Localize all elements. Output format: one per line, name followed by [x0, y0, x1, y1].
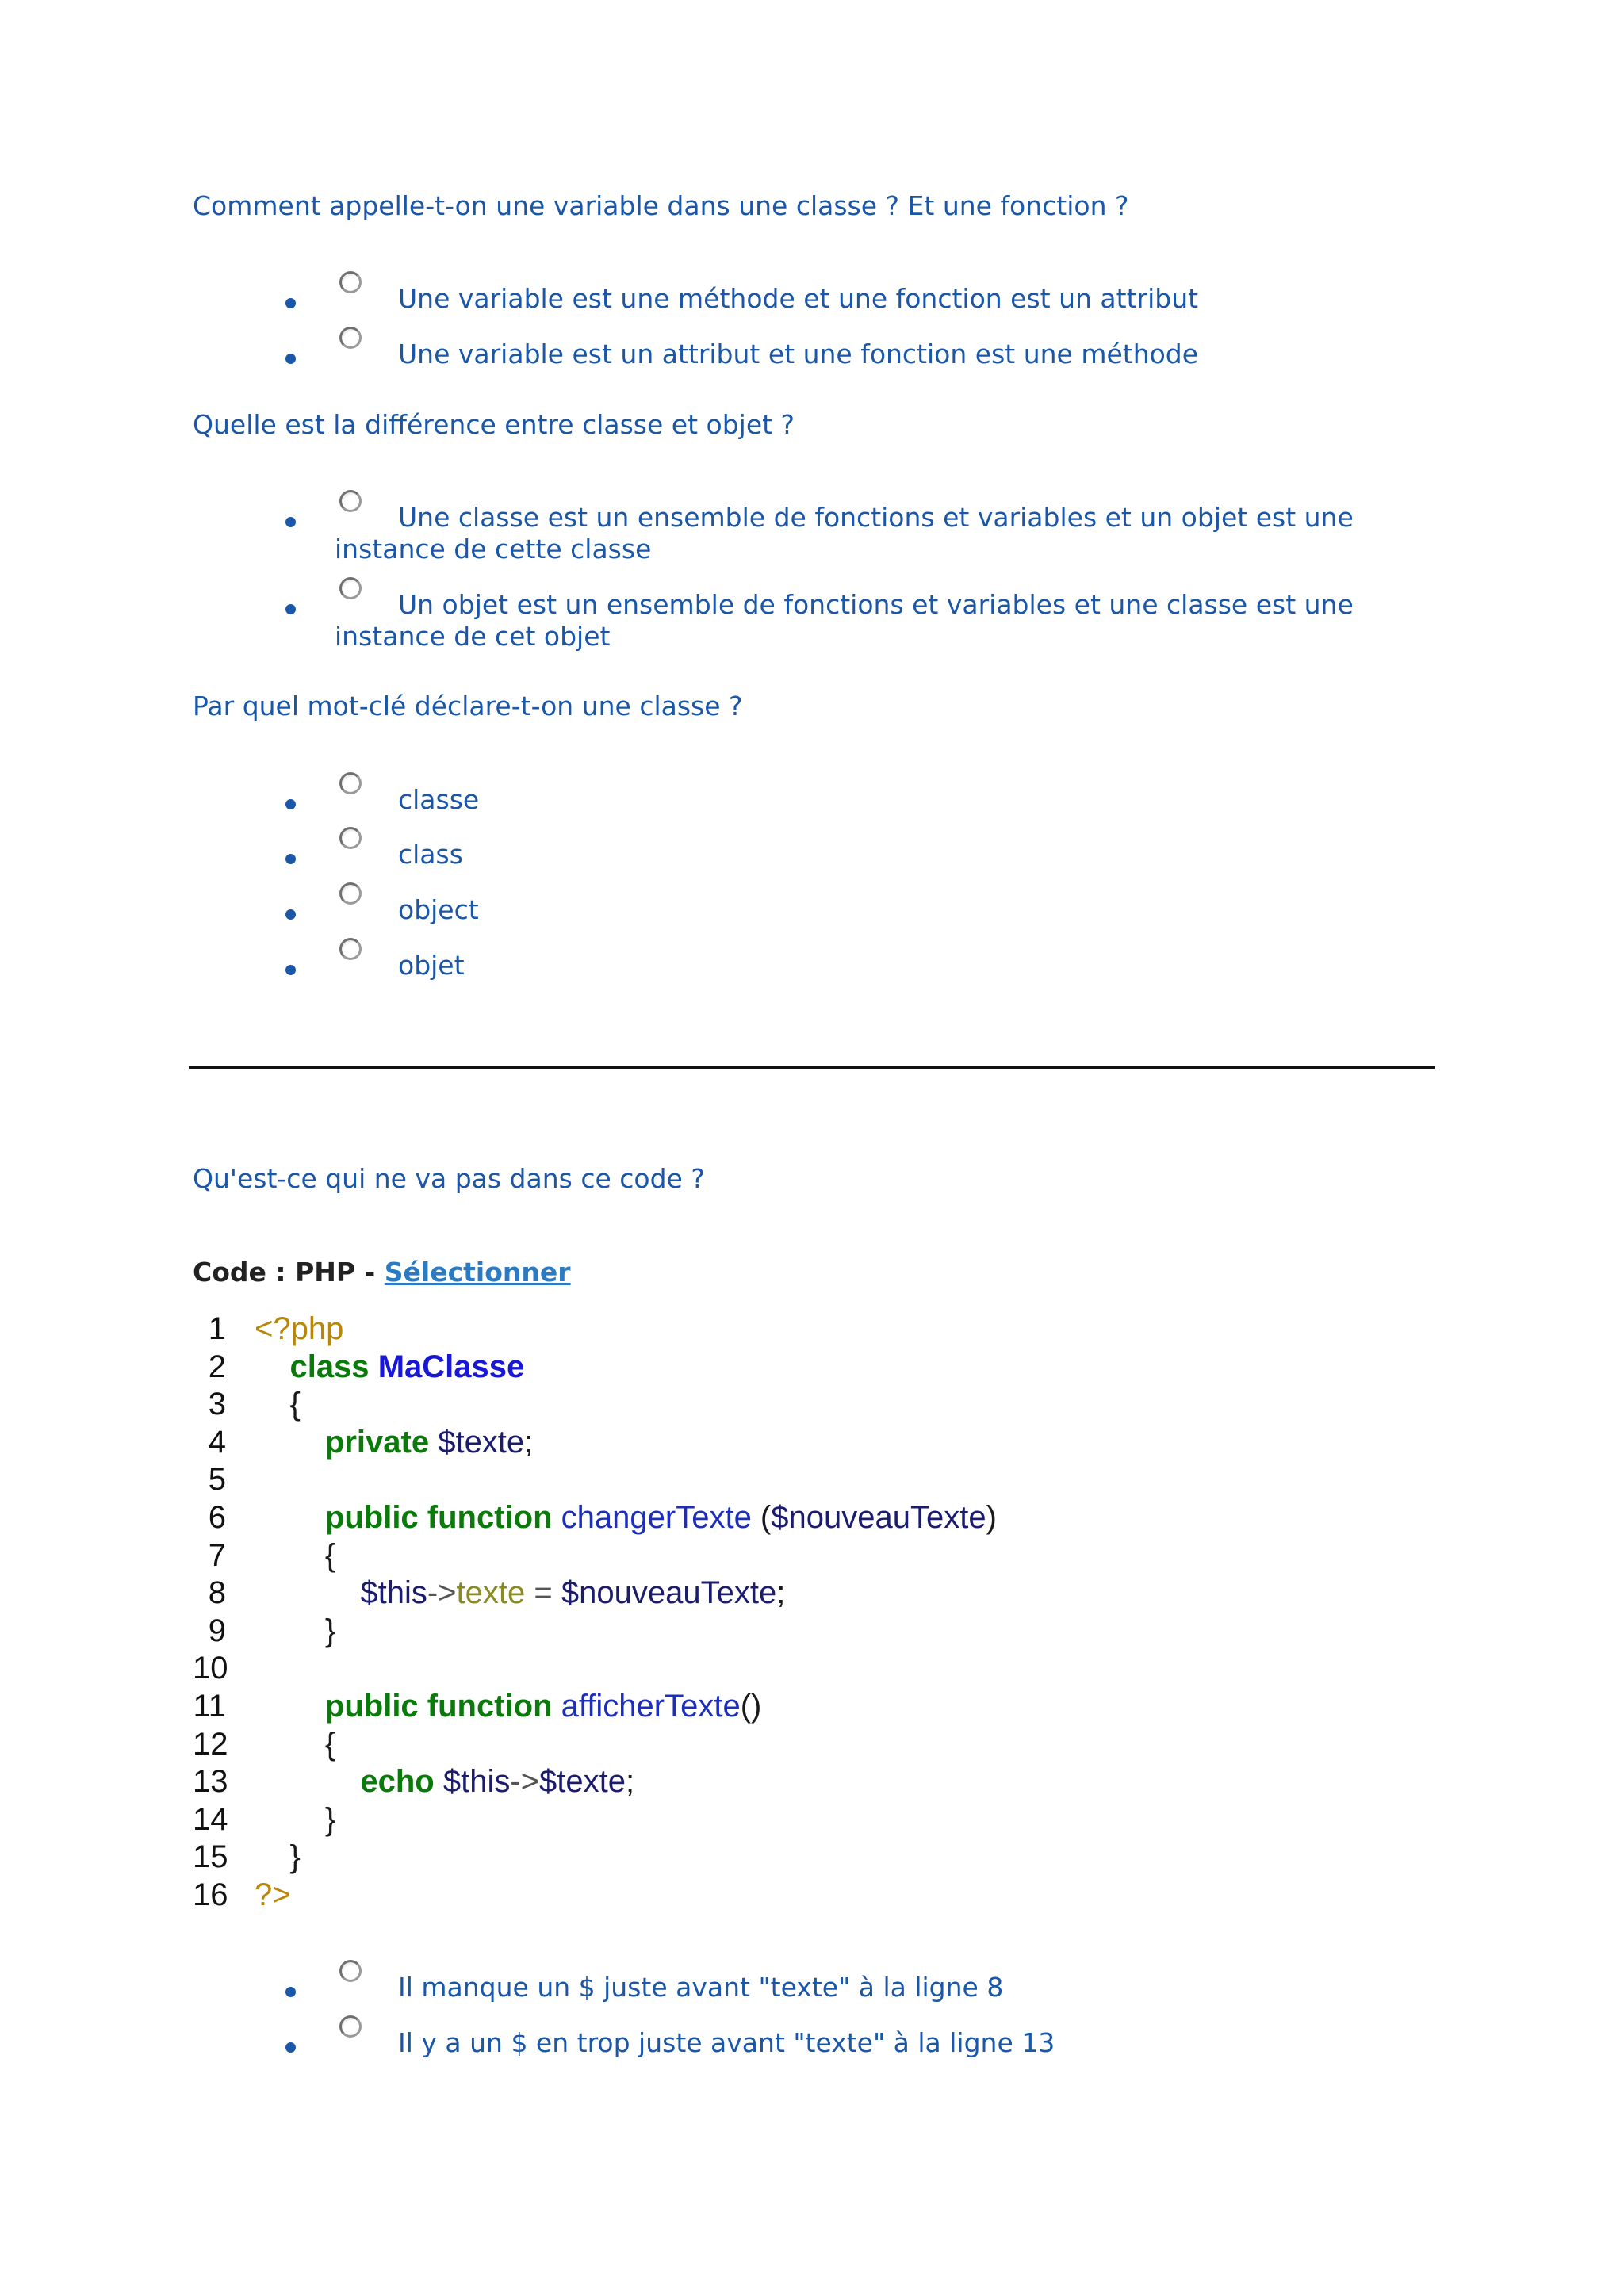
code-text: [255, 1575, 785, 1613]
code-token: (: [751, 1499, 772, 1535]
line-number: 14: [193, 1801, 228, 1837]
code-token: [370, 1349, 378, 1384]
code-token: {: [255, 1726, 336, 1762]
line-number: 10: [193, 1651, 228, 1686]
code-token: [553, 1689, 561, 1724]
code-token: <?php: [255, 1311, 344, 1346]
q2-option-2-label: Un objet est un ensemble de fonctions et variables et une classe est une instance de cet objet: [335, 589, 1354, 652]
line-number: 2: [208, 1349, 226, 1384]
code-token: [255, 1764, 360, 1799]
code-token: [255, 1425, 325, 1460]
line-number: 9: [208, 1613, 226, 1648]
code-token: private: [324, 1424, 430, 1460]
code-token: }: [255, 1839, 301, 1875]
code-token: class: [289, 1349, 370, 1384]
bullet-icon: [285, 1987, 296, 1997]
line-number: 3: [208, 1387, 226, 1422]
bullet-icon: [285, 2042, 296, 2053]
bullet-icon: [285, 298, 296, 308]
code-text: [255, 1499, 997, 1537]
code-token: MaClasse: [377, 1349, 525, 1384]
code-text: [255, 1801, 335, 1839]
q2-option-1-label: Une classe est un ensemble de fonctions et variables et un objet est une instance de cette classe: [335, 502, 1354, 564]
code-token: $this: [442, 1764, 511, 1800]
line-number: 7: [208, 1537, 226, 1573]
q3-option-2-label: class: [398, 839, 463, 870]
bullet-icon: [285, 799, 296, 809]
code-text: [255, 1877, 291, 1915]
q1-option-2-label: Une variable est un attribut et une fonction est une méthode: [398, 339, 1199, 369]
code-language-label: Code : PHP -: [193, 1257, 385, 1288]
q3-option-1-label: classe: [398, 784, 480, 815]
code-token: ->: [427, 1575, 457, 1611]
code-text: [255, 1613, 335, 1651]
question-2-text: Quelle est la différence entre classe et objet ?: [193, 409, 795, 440]
code-token: {: [255, 1387, 301, 1422]
line-number: 4: [208, 1424, 226, 1460]
code-token: =: [525, 1575, 561, 1611]
code-token: ;: [524, 1424, 534, 1460]
code-text: [255, 1763, 634, 1801]
q4-option-1-label: Il manque un $ juste avant "texte" à la ligne 8: [398, 1972, 1004, 2003]
question-4-text: Qu'est-ce qui ne va pas dans ce code ?: [193, 1163, 705, 1194]
line-number: 15: [193, 1839, 228, 1875]
code-text: [255, 1349, 524, 1387]
code-token: [255, 1500, 325, 1535]
q4-option-2-label: Il y a un $ en trop juste avant "texte" à la ligne 13: [398, 2027, 1055, 2058]
code-text: [255, 1839, 301, 1877]
bullet-icon: [285, 909, 296, 920]
code-text: [255, 1726, 335, 1764]
bullet-icon: [285, 854, 296, 864]
line-number: 8: [208, 1575, 226, 1611]
code-text: [255, 1537, 335, 1575]
q1-option-1-label: Une variable est une méthode et une fonction est un attribut: [398, 283, 1199, 314]
code-text: [255, 1688, 761, 1726]
line-number: 13: [193, 1764, 228, 1800]
code-token: }: [255, 1801, 336, 1837]
code-token: public function: [324, 1499, 553, 1535]
line-number: 1: [208, 1311, 226, 1346]
code-token: [255, 1575, 360, 1610]
question-3-text: Par quel mot-clé déclare-t-on une classe ?: [193, 691, 743, 721]
select-code-link[interactable]: Sélectionner: [384, 1257, 571, 1288]
q3-option-3-label: object: [398, 894, 479, 925]
code-token: (): [740, 1688, 762, 1724]
code-token: changerTexte: [561, 1499, 752, 1535]
code-token: ;: [626, 1764, 635, 1800]
code-token: ): [986, 1499, 997, 1535]
code-token: $texte: [539, 1764, 626, 1800]
code-token: afficherTexte: [561, 1688, 741, 1724]
code-token: ->: [510, 1764, 540, 1800]
code-token: $texte: [438, 1424, 525, 1460]
code-token: }: [255, 1613, 336, 1648]
line-number: 5: [208, 1462, 226, 1498]
code-token: [429, 1425, 438, 1460]
bullet-icon: [285, 604, 296, 614]
code-token: echo: [360, 1764, 435, 1800]
code-token: [553, 1500, 561, 1535]
code-token: {: [255, 1537, 336, 1573]
bullet-icon: [285, 354, 296, 364]
line-number: 6: [208, 1499, 226, 1535]
code-text: [255, 1386, 301, 1424]
code-token: [435, 1764, 443, 1799]
code-token: [255, 1689, 325, 1724]
code-token: [255, 1349, 289, 1384]
code-header: [193, 1257, 571, 1288]
code-token: public function: [324, 1688, 553, 1724]
code-token: texte: [456, 1575, 526, 1611]
bullet-icon: [285, 965, 296, 975]
code-token: $nouveauTexte: [561, 1575, 777, 1611]
line-number: 12: [193, 1726, 228, 1762]
code-token: $nouveauTexte: [771, 1499, 986, 1535]
code-token: ;: [776, 1575, 786, 1611]
code-token: ?>: [255, 1877, 291, 1912]
bullet-icon: [285, 517, 296, 527]
line-number: 16: [193, 1877, 228, 1912]
q3-option-4-label: objet: [398, 950, 465, 981]
code-token: $this: [360, 1575, 427, 1611]
line-number: 11: [193, 1688, 226, 1724]
horizontal-divider: [189, 1066, 1435, 1069]
code-text: [255, 1424, 533, 1462]
code-text: [255, 1311, 343, 1349]
question-1-text: Comment appelle-t-on une variable dans une classe ? Et une fonction ?: [193, 190, 1129, 221]
